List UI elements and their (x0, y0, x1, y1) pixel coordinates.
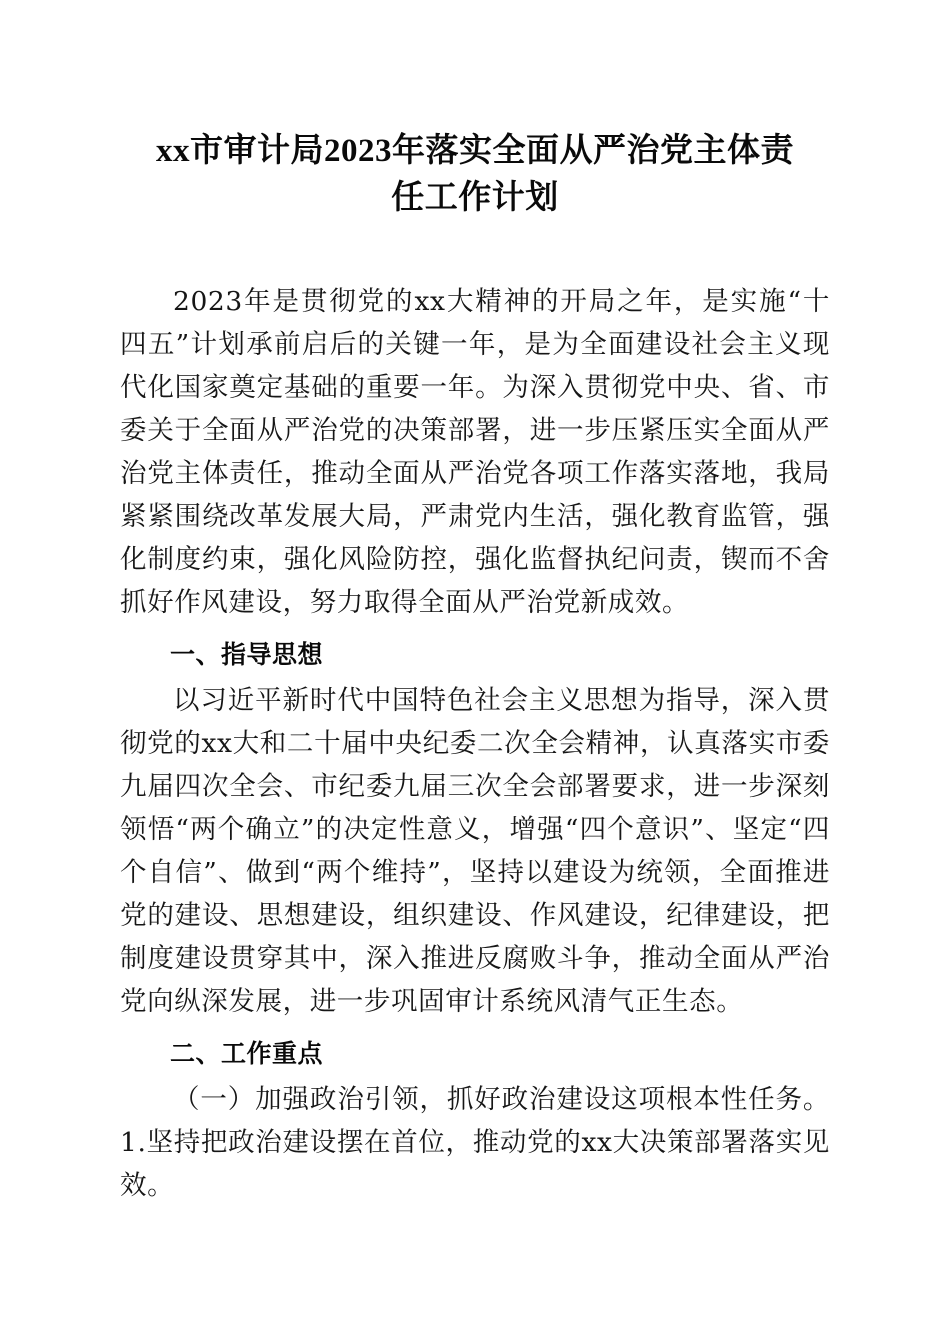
preamble-paragraph: 2023年是贯彻党的xx大精神的开局之年，是实施“十四五”计划承前启后的关键一年，是为全面建设社会主义现代化国家奠定基础的重要一年。为深入贯彻党中央、省、市委关于全面从严治党的决策部署，进一步压紧压实全面从严治党主体责任，推动全面从严治党各项工作落实落地，我局紧紧围绕改革发展大局，严肃党内生活，强化教育监管，强化制度约束，强化风险防控，强化监督执纪问责，锲而不舍抓好作风建设，努力取得全面从严治党新成效。 (120, 286, 830, 618)
page-title (120, 0, 830, 222)
section-heading-1: 一、指导思想 (170, 640, 324, 669)
page-title-line-1: xx市审计局2023年落实全面从严治党主体责 (156, 133, 794, 169)
page-title-line-2: 任工作计划 (391, 180, 559, 216)
section-body-2: （一）加强政治引领，抓好政治建设这项根本性任务。1.坚持把政治建设摆在首位，推动党的xx大决策部署落实见效。 (120, 1084, 830, 1201)
section-body-1: 以习近平新时代中国特色社会主义思想为指导，深入贯彻党的xx大和二十届中央纪委二次全会精神，认真落实市委九届四次全会、市纪委九届三次全会部署要求，进一步深刻领悟“两个确立”的决定性意义，增强“四个意识”、坚定“四个自信”、做到“两个维持”，坚持以建设为统领，全面推进党的建设、思想建设，组织建设、作风建设，纪律建设，把制度建设贯穿其中，深入推进反腐败斗争，推动全面从严治党向纵深发展，进一步巩固审计系统风清气正生态。 (120, 685, 830, 1017)
document-content (120, 0, 830, 1207)
section-heading-2: 二、工作重点 (170, 1039, 324, 1068)
